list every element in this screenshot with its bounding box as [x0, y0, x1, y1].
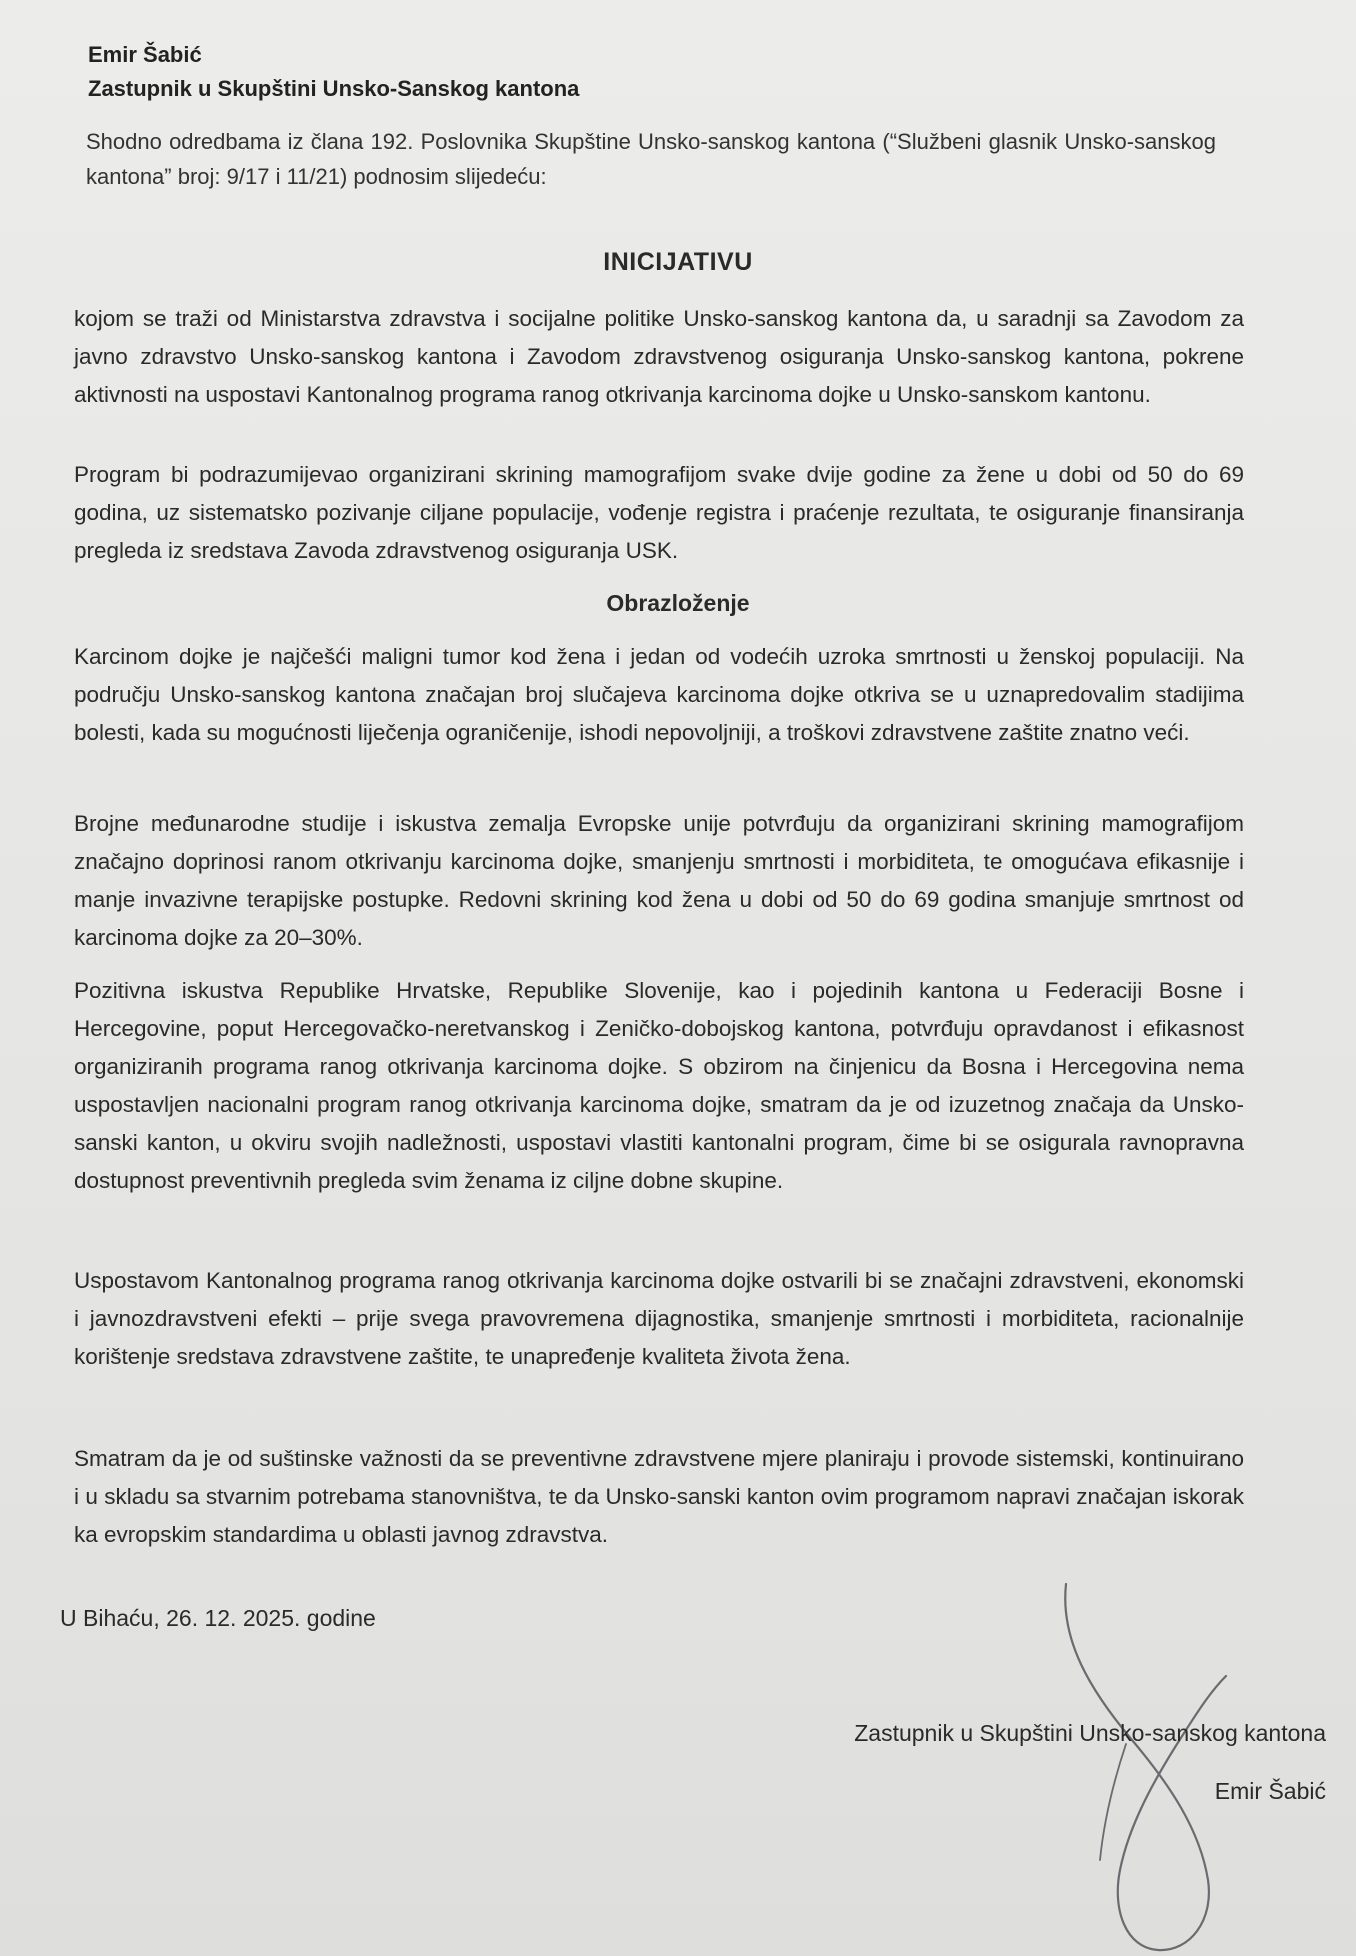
handwritten-signature	[1030, 1580, 1250, 1956]
rationale-paragraph: Pozitivna iskustva Republike Hrvatske, Republike Slovenije, kao i pojedinih kantona u Federaciji Bosne i Hercegovine, poput Hercegovačko-neretvanskog i Zeničko-dobojskog kantona, potvrđuju opravdanost i efikasnost organiziranih programa ranog otkrivanja karcinoma dojke. S obzirom na činjenicu da Bosna i Hercegovina nema uspostavljen nacionalni program ranog otkrivanja karcinoma dojke, smatram da je od izuzetnog značaja da Unsko-sanski kanton, u okviru svojih nadležnosti, uspostavi vlastiti kantonalni program, čime bi se osigurala ravnopravna dostupnost preventivnih pregleda svim ženama iz ciljne dobne skupine.	[74, 978, 1244, 1193]
document-header	[88, 38, 1268, 106]
rationale-paragraph: Smatram da je od suštinske važnosti da se preventivne zdravstvene mjere planiraju i provode sistemski, kontinuirano i u skladu sa stvarnim potrebama stanovništva, te da Unsko-sanski kanton ovim programom napravi značajan iskorak ka evropskim standardima u oblasti javnog zdravstva.	[74, 1446, 1244, 1547]
intro-paragraph: Shodno odredbama iz člana 192. Poslovnika Skupštine Unsko-sanskog kantona (“Službeni glasnik Unsko-sanskog kantona” broj: 9/17 i 11/21) podnosim slijedeću:	[86, 129, 1216, 189]
rationale-paragraph: Brojne međunarodne studije i iskustva zemalja Evropske unije potvrđuju da organizirani skrining mamografijom značajno doprinosi ranom otkrivanju karcinoma dojke, smanjenju smrtnosti i morbiditeta, te omogućava efikasnije i manje invazivne terapijske postupke. Redovni skrining kod žena u dobi od 50 do 69 godina smanjuje smrtnost od karcinoma dojke za 20–30%.	[74, 811, 1244, 950]
rationale-paragraph: Uspostavom Kantonalnog programa ranog otkrivanja karcinoma dojke ostvarili bi se značajni zdravstveni, ekonomski i javnozdravstveni efekti – prije svega pravovremena dijagnostika, smanjenje smrtnosti i morbiditeta, racionalnije korištenje sredstava zdravstvene zaštite, te unapređenje kvaliteta života žena.	[74, 1268, 1244, 1369]
author-role: Zastupnik u Skupštini Unsko-Sanskog kantona	[88, 76, 580, 101]
signatory-name: Emir Šabić	[1214, 1778, 1326, 1804]
date-line: U Bihaću, 26. 12. 2025. godine	[60, 1605, 376, 1631]
initiative-paragraph: kojom se traži od Ministarstva zdravstva i socijalne politike Unsko-sanskog kantona da, u saradnji sa Zavodom za javno zdravstvo Unsko-sanskog kantona i Zavodom zdravstvenog osiguranja Unsko-sanskog kantona, pokrene aktivnosti na uspostavi Kantonalnog programa ranog otkrivanja karcinoma dojke u Unsko-sanskom kantonu.	[74, 306, 1244, 407]
initiative-paragraph: Program bi podrazumijevao organizirani skrining mamografijom svake dvije godine za žene u dobi od 50 do 69 godina, uz sistematsko pozivanje ciljane populacije, vođenje registra i praćenje rezultata, te osiguranje finansiranja pregleda iz sredstava Zavoda zdravstvenog osiguranja USK.	[74, 462, 1244, 563]
author-name: Emir Šabić	[88, 42, 202, 67]
signatory-role: Zastupnik u Skupštini Unsko-sanskog kantona	[854, 1720, 1326, 1746]
document-title: INICIJATIVU	[603, 248, 753, 276]
rationale-title: Obrazloženje	[606, 590, 750, 616]
rationale-paragraph: Karcinom dojke je najčešći maligni tumor kod žena i jedan od vodećih uzroka smrtnosti u ženskoj populaciji. Na području Unsko-sanskog kantona značajan broj slučajeva karcinoma dojke otkriva se u uznapredovalim stadijima bolesti, kada su mogućnosti liječenja ograničenije, ishodi nepovoljniji, a troškovi zdravstvene zaštite znatno veći.	[74, 644, 1244, 745]
